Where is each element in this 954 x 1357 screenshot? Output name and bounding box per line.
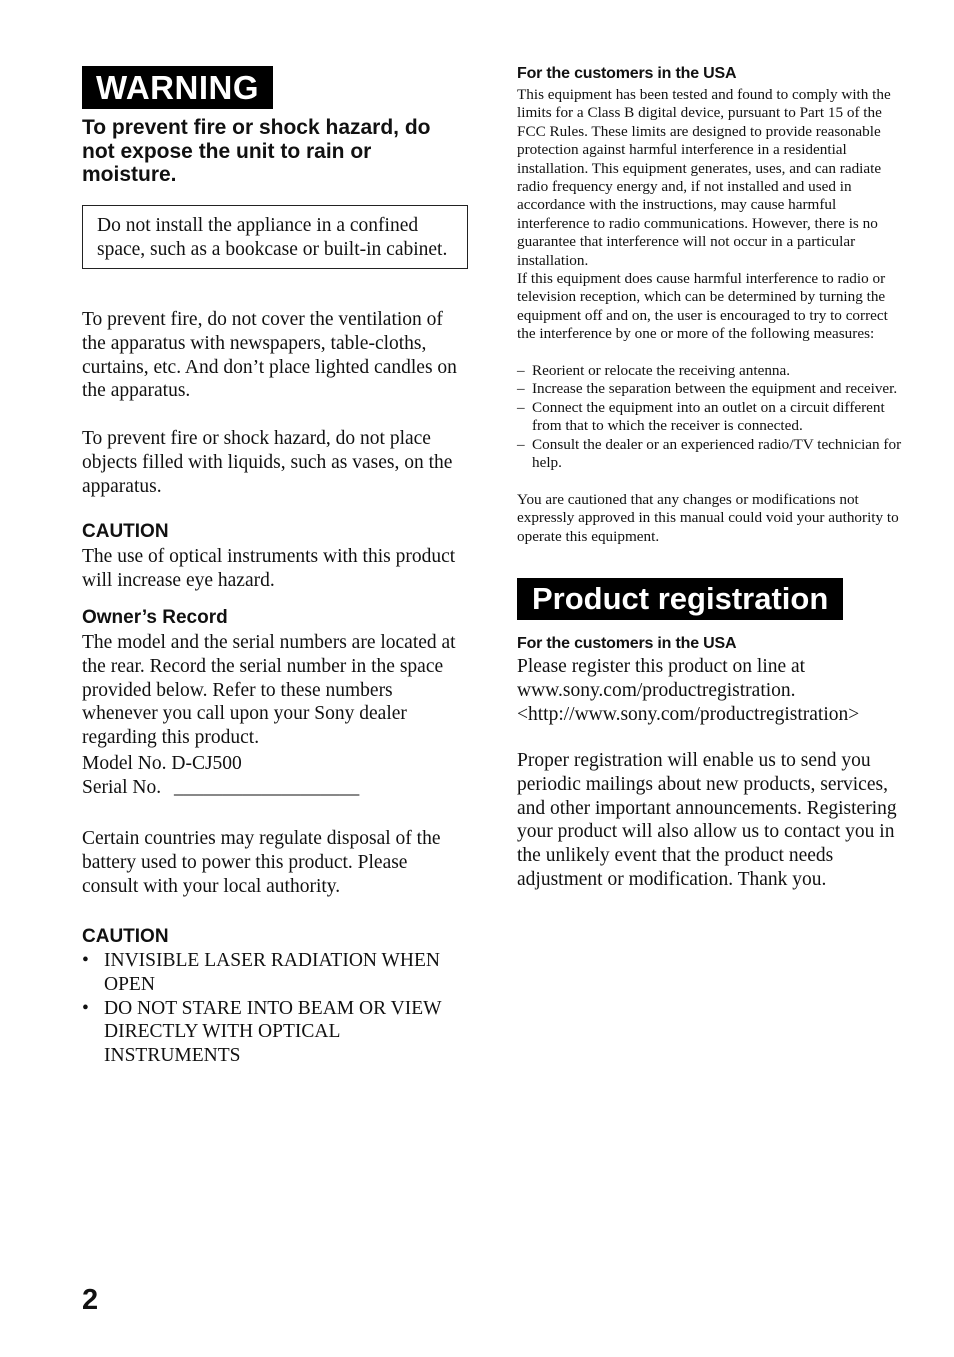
ventilation-paragraph: To prevent fire, do not cover the ventilation of the apparatus with newspapers, table-cloths, curtains, etc. And don’t place lighted candles on the apparatus. <box>82 309 457 402</box>
registration-text-1: Please register this product on line at www.sony.com/productregistration. <http://www.sony.com/productregistration> <box>517 656 860 725</box>
fcc-measures-list <box>517 362 907 472</box>
list-item-text: Reorient or relocate the receiving antenna. <box>532 362 791 379</box>
bullet-mark: • <box>82 997 89 1019</box>
list-item-text: DO NOT STARE INTO BEAM OR VIEW DIRECTLY WITH OPTICAL INSTRUMENTS <box>104 997 442 1067</box>
owners-record-text: The model and the serial numbers are located at the rear. Record the serial number in the space provided below. Refer to these numbers whenever you call upon your Sony dealer regarding this product. <box>82 632 456 749</box>
product-registration-title: Product registration <box>517 578 843 620</box>
model-number: Model No. D-CJ500 <box>82 753 242 774</box>
list-item <box>517 399 907 436</box>
dash-mark: – <box>517 362 525 379</box>
fcc-heading: For the customers in the USA <box>517 65 737 82</box>
caution-bullet-list <box>82 949 468 1068</box>
caution-text-1: The use of optical instruments with this product will increase eye hazard. <box>82 546 456 591</box>
registration-text-2: Proper registration will enable us to send you periodic mailings about new products, services, and other important announcements. Registering your product will also allow us to contact you in the unlikely event that the product needs adjustment or modification. Thank you. <box>517 750 897 890</box>
list-item <box>82 949 468 997</box>
caution-heading-1: CAUTION <box>82 521 169 542</box>
boxed-notice: Do not install the appliance in a confined space, such as a bookcase or built-in cabinet. <box>82 205 468 269</box>
dash-mark: – <box>517 435 525 453</box>
list-item <box>517 380 907 398</box>
list-item-text: Increase the separation between the equipment and receiver. <box>532 380 898 398</box>
list-item-text: Consult the dealer or an experienced radio/TV technician for help. <box>532 435 902 472</box>
list-item <box>517 436 907 473</box>
list-item <box>82 997 468 1068</box>
dash-mark: – <box>517 380 525 398</box>
warning-title: WARNING <box>82 66 273 109</box>
fcc-text-3: You are cautioned that any changes or modifications not expressly approved in this manual could void your authority to operate this equipment. <box>517 491 899 545</box>
serial-number-blank: ___________________ <box>173 777 360 798</box>
fcc-text-2: If this equipment does cause harmful interference to radio or television reception, which can be determined by turning the equipment off and on, the user is encouraged to try to correct the interference by one or more of the following measures: <box>517 270 888 343</box>
page-number: 2 <box>82 1284 99 1316</box>
list-item-text: Connect the equipment into an outlet on a circuit different from that to which the receiver is connected. <box>532 398 885 435</box>
list-item-text: INVISIBLE LASER RADIATION WHEN OPEN <box>104 950 440 995</box>
dash-mark: – <box>517 398 525 416</box>
liquids-paragraph: To prevent fire or shock hazard, do not place objects filled with liquids, such as vases, on the apparatus. <box>82 428 453 497</box>
serial-number-line <box>82 776 468 800</box>
owners-record-heading: Owner’s Record <box>82 607 228 628</box>
bullet-mark: • <box>82 950 89 971</box>
caution-heading-2: CAUTION <box>82 926 169 947</box>
warning-subtitle: To prevent fire or shock hazard, do not expose the unit to rain or moisture. <box>82 116 431 186</box>
serial-number-label: Serial No. <box>82 777 162 798</box>
list-item <box>517 362 907 380</box>
fcc-text-1: This equipment has been tested and found to comply with the limits for a Class B digital device, pursuant to Part 15 of the FCC Rules. These limits are designed to provide reasonable protection against harmful interference in a residential installation. This equipment generates, uses, and can radiate radio frequency energy and, if not installed and used in accordance with the instructions, may cause harmful interference to radio communications. However, there is no guarantee that interference will not occur in a particular installation. <box>517 86 891 269</box>
battery-disposal-text: Certain countries may regulate disposal of the battery used to power this product. Please consult with your local authority. <box>82 828 441 897</box>
registration-heading: For the customers in the USA <box>517 635 737 652</box>
